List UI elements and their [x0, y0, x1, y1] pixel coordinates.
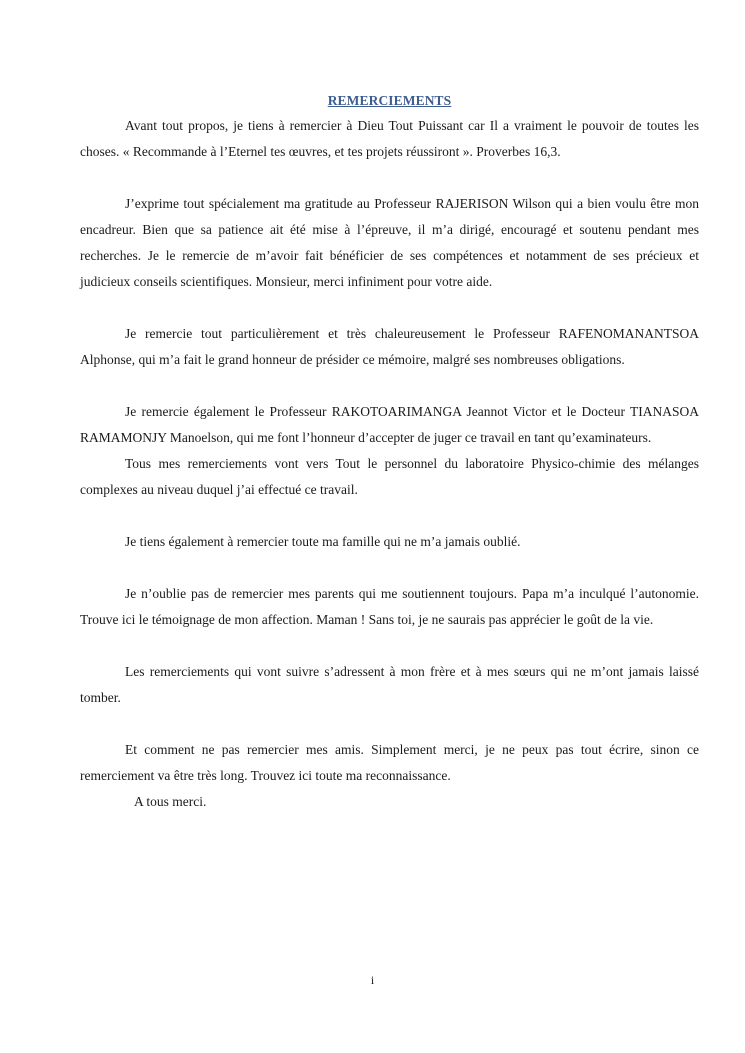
- spacer: [80, 633, 699, 659]
- closing-line: A tous merci.: [134, 794, 207, 809]
- spacer: [80, 295, 699, 321]
- paragraph-siblings: Les remerciements qui vont suivre s’adressent à mon frère et à mes sœurs qui ne m’ont jamais laissé tomber.: [80, 664, 699, 705]
- spacer: [80, 165, 699, 191]
- spacer: [80, 503, 699, 529]
- paragraph-family: Je tiens également à remercier toute ma famille qui ne m’a jamais oublié.: [125, 534, 521, 549]
- spacer: [80, 373, 699, 399]
- paragraph-laboratory: Tous mes remerciements vont vers Tout le personnel du laboratoire Physico-chimie des mélanges complexes au niveau duquel j’ai effectué ce travail.: [80, 456, 699, 497]
- paragraph-president: Je remercie tout particulièrement et très chaleureusement le Professeur RAFENOMANANTSOA Alphonse, qui m’a fait le grand honneur de présider ce mémoire, malgré ses nombreuses obligations.: [80, 326, 699, 367]
- paragraph-parents: Je n’oublie pas de remercier mes parents qui me soutiennent toujours. Papa m’a inculqué l’autonomie. Trouve ici le témoignage de mon affection. Maman ! Sans toi, je ne saurais pas apprécier le goût de la vie.: [80, 586, 699, 627]
- spacer: [80, 555, 699, 581]
- spacer: [80, 711, 699, 737]
- paragraph-faith: Avant tout propos, je tiens à remercier à Dieu Tout Puissant car Il a vraiment le pouvoir de toutes les choses. « Recommande à l’Eternel tes œuvres, et tes projets réussiront ». Proverbes 16,3.: [80, 118, 699, 159]
- paragraph-examiners: Je remercie également le Professeur RAKOTOARIMANGA Jeannot Victor et le Docteur TIANASOA RAMAMONJY Manoelson, qui me font l’honneur d’accepter de juger ce travail en tant qu’examinateurs.: [80, 404, 699, 445]
- page-number: i: [370, 973, 375, 987]
- paragraph-supervisor: J’exprime tout spécialement ma gratitude au Professeur RAJERISON Wilson qui a bien voulu être mon encadreur. Bien que sa patience ait été mise à l’épreuve, il m’a dirigé, encouragé et soutenu pendant mes recherches. Je le remercie de m’avoir fait bénéficier de ses compétences et notamment de ses précieux et judicieux conseils scientifiques. Monsieur, merci infiniment pour votre aide.: [80, 196, 699, 289]
- paragraph-friends: Et comment ne pas remercier mes amis. Simplement merci, je ne peux pas tout écrire, sinon ce remerciement va être très long. Trouvez ici toute ma reconnaissance.: [80, 742, 699, 783]
- page-title: REMERCIEMENTS: [327, 93, 452, 108]
